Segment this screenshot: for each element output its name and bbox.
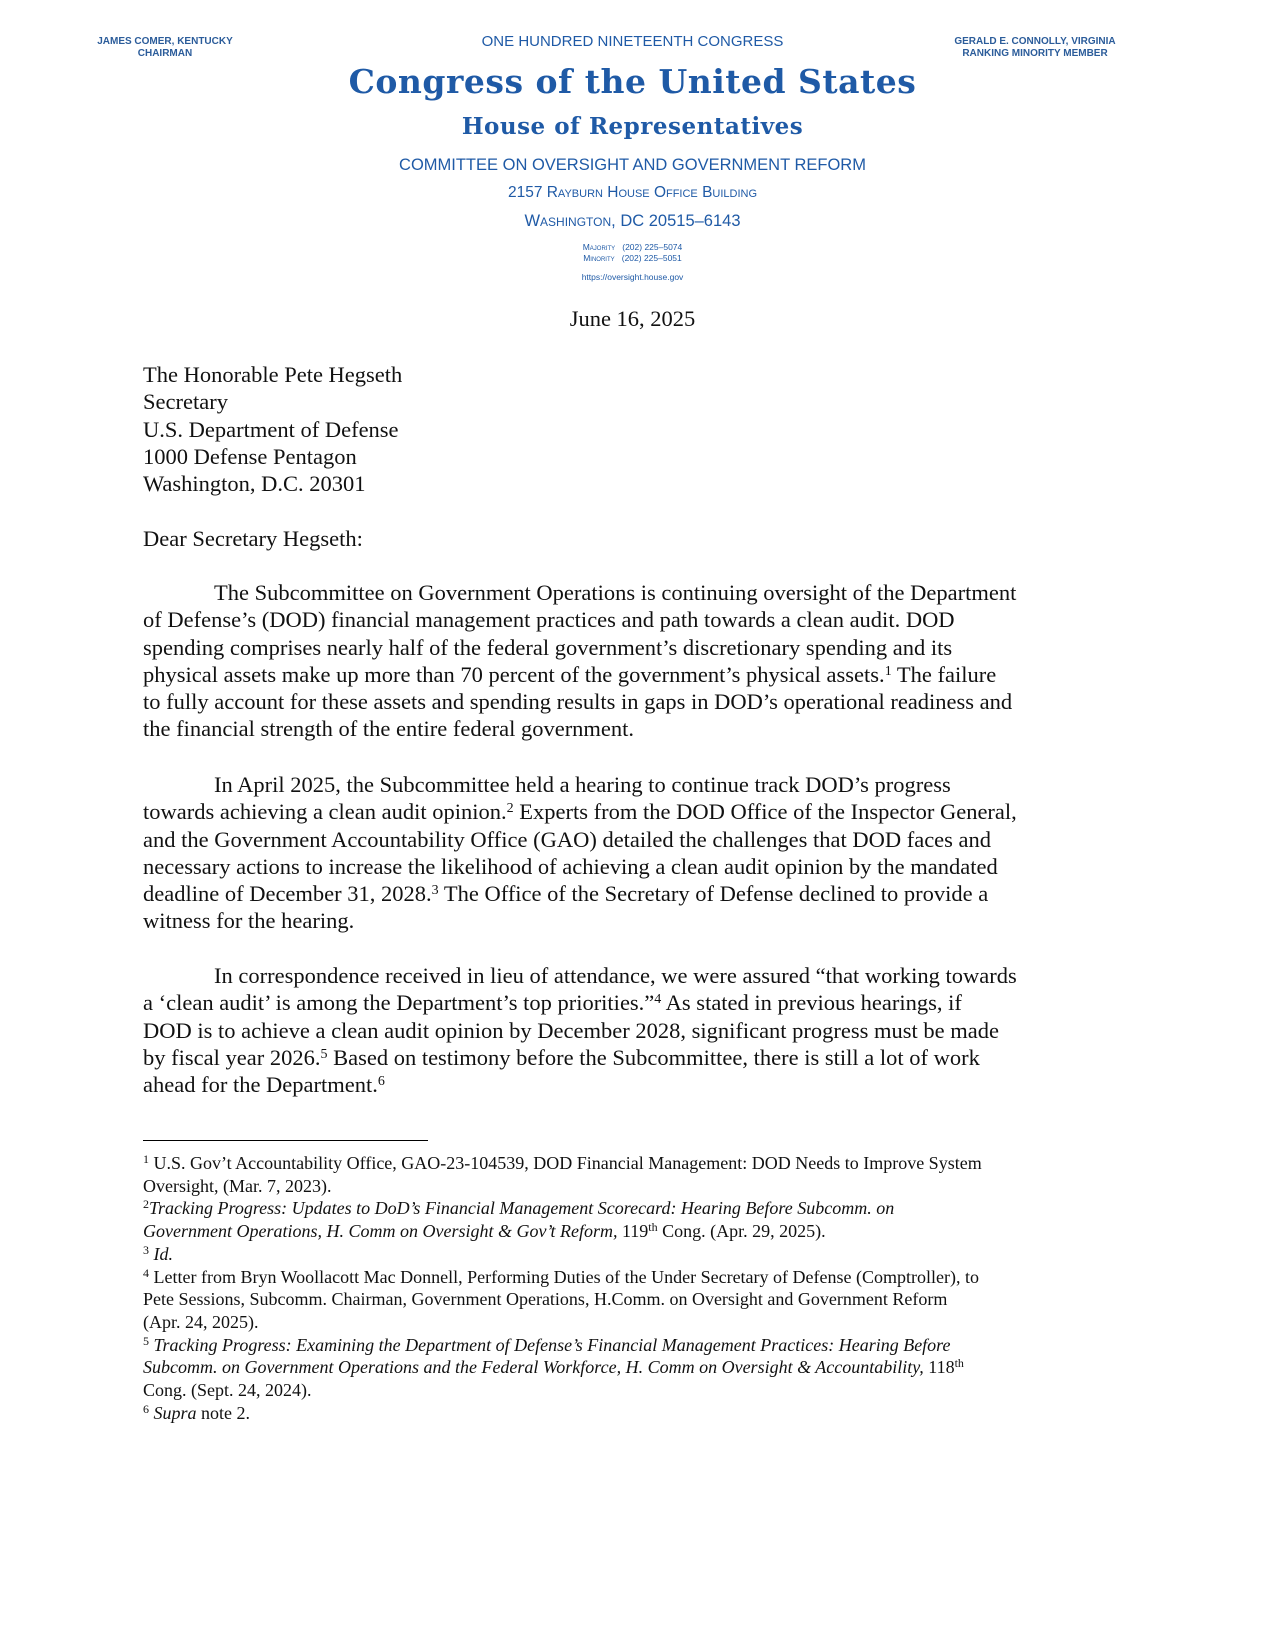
text-line	[143, 1152, 1083, 1175]
text-line	[143, 1402, 1083, 1425]
footnote-marker: 6	[143, 1401, 149, 1416]
recipient-line: 1000 Defense Pentagon	[143, 443, 357, 469]
text-line	[143, 579, 1083, 606]
text-run: U.S. Gov’t Accountability Office, GAO-23-104539, DOD Financial Management: DOD Needs to Improve System	[149, 1153, 982, 1173]
text-run: note 2.	[196, 1402, 251, 1423]
ranking-member-title: RANKING MINORITY MEMBER	[962, 48, 1108, 59]
footnote-marker: 1	[884, 663, 892, 679]
text-run: towards achieving a clean audit opinion.	[143, 799, 507, 825]
text-line	[143, 606, 1083, 633]
text-run: necessary actions to increase the likelihood of achieving a clean audit opinion by the mandated	[143, 853, 998, 879]
footnote-marker: 4	[143, 1265, 149, 1280]
text-line	[143, 661, 1083, 688]
congress-number: ONE HUNDRED NINETEENTH CONGRESS	[481, 33, 784, 50]
footnote-marker: 5	[143, 1333, 149, 1348]
text-run: Cong. (Sept. 24, 2024).	[143, 1380, 312, 1401]
footnotes	[143, 1152, 1083, 1424]
letterhead-house: House of Representatives	[461, 113, 804, 140]
recipient-line: U.S. Department of Defense	[143, 416, 399, 442]
text-line	[143, 1017, 1083, 1044]
text-run: (Apr. 24, 2025).	[143, 1311, 259, 1332]
letter-date: June 16, 2025	[569, 306, 696, 331]
text-run: Letter from Bryn Woollacott Mac Donnell, Performing Duties of the Under Secretary of Defense (Comptroller), to	[149, 1266, 979, 1287]
text-line	[143, 907, 1083, 934]
text-run: Subcomm. on Government Operations and the Federal Workforce, H. Comm on Oversight & Accountability,	[143, 1357, 924, 1378]
text-line	[143, 1356, 1083, 1379]
text-line	[143, 1243, 1083, 1266]
text-run: The Office of the Secretary of Defense declined to provide a	[438, 881, 989, 907]
salutation: Dear Secretary Hegseth:	[143, 526, 363, 551]
text-run: Id.	[153, 1243, 173, 1264]
text-run: Tracking Progress: Examining the Department of Defense’s Financial Management Practices: Hearing Before	[153, 1334, 951, 1355]
majority-label: Majority	[582, 242, 616, 252]
text-run: Oversight, (Mar. 7, 2023).	[143, 1175, 332, 1196]
minority-label: Minority	[583, 253, 615, 263]
text-run: Pete Sessions, Subcomm. Chairman, Government Operations, H.Comm. on Oversight and Government Reform	[143, 1289, 948, 1310]
text-line	[143, 688, 1083, 715]
text-run: 118	[923, 1357, 955, 1378]
footnote-marker: 3	[431, 883, 439, 899]
footnote-marker: 6	[377, 1074, 385, 1090]
minority-phone: (202) 225–5051	[621, 253, 682, 263]
text-run: DOD is to achieve a clean audit opinion by December 2028, significant progress must be made	[143, 1017, 1000, 1043]
text-line	[143, 1044, 1083, 1071]
text-run: Supra	[153, 1402, 197, 1423]
text-run: of Defense’s (DOD) financial management practices and path towards a clean audit. DOD	[143, 607, 955, 633]
text-run: As stated in previous hearings, if	[661, 990, 962, 1016]
text-line	[143, 1071, 1083, 1098]
paragraph-2	[143, 771, 1083, 935]
text-run: In April 2025, the Subcommittee held a hearing to continue track DOD’s progress	[214, 772, 951, 797]
text-run: Experts from the DOD Office of the Inspector General,	[513, 799, 1017, 825]
text-run: witness for the hearing.	[143, 908, 355, 934]
text-line	[143, 1311, 1083, 1334]
text-run: ahead for the Department.	[143, 1072, 378, 1098]
text-run: and the Government Accountability Office (GAO) detailed the challenges that DOD faces and	[143, 826, 992, 852]
footnote-marker: th	[648, 1220, 658, 1235]
text-run: Tracking Progress: Updates to DoD’s Financial Management Scorecard: Hearing Before Subcomm. on	[149, 1198, 895, 1219]
text-line	[143, 1220, 1083, 1243]
footnote-marker: 3	[143, 1242, 149, 1257]
chairman-name: JAMES COMER, KENTUCKY	[97, 36, 233, 47]
text-line	[143, 798, 1083, 825]
text-run: Based on testimony before the Subcommittee, there is still a lot of work	[327, 1044, 980, 1070]
footnote-marker: 2	[143, 1197, 149, 1212]
text-line	[143, 715, 1083, 742]
text-line	[143, 1197, 1083, 1220]
committee-name: COMMITTEE ON OVERSIGHT AND GOVERNMENT REFORM	[399, 156, 866, 174]
phone-numbers	[0, 242, 1265, 264]
footnote-marker: th	[954, 1356, 964, 1371]
text-line	[143, 826, 1083, 853]
text-line	[143, 1175, 1083, 1198]
ranking-member-name: GERALD E. CONNOLLY, VIRGINIA	[954, 36, 1116, 47]
text-run: The failure	[891, 661, 997, 687]
text-run: spending comprises nearly half of the federal government’s discretionary spending and its	[143, 634, 953, 660]
text-run: Government Operations, H. Comm on Oversight & Gov’t Reform,	[143, 1221, 618, 1242]
footnote-marker: 5	[320, 1046, 328, 1062]
text-run: physical assets make up more than 70 percent of the government’s physical assets.	[143, 661, 885, 687]
text-line	[143, 989, 1083, 1016]
text-line	[143, 1379, 1083, 1402]
footnote-divider	[143, 1140, 428, 1141]
footnote-marker: 1	[143, 1152, 149, 1166]
text-run: the financial strength of the entire federal government.	[143, 716, 635, 742]
text-line	[143, 962, 1083, 989]
chairman-title: CHAIRMAN	[137, 48, 193, 59]
text-run: deadline of December 31, 2028.	[143, 881, 432, 907]
text-line	[143, 853, 1083, 880]
text-run: Cong. (Apr. 29, 2025).	[657, 1221, 826, 1242]
text-run: by fiscal year 2026.	[143, 1044, 321, 1070]
committee-city: Washington, DC 20515–6143	[524, 212, 741, 230]
recipient-line: Washington, D.C. 20301	[143, 471, 366, 497]
text-line	[143, 1334, 1083, 1357]
website-link[interactable]: https://oversight.house.gov	[581, 272, 684, 282]
paragraph-3	[143, 962, 1083, 1098]
text-line	[143, 634, 1083, 661]
text-run: to fully account for these assets and spending results in gaps in DOD’s operational readiness and	[143, 689, 1013, 715]
text-run: The Subcommittee on Government Operations is continuing oversight of the Department	[214, 580, 1017, 605]
committee-address: 2157 Rayburn House Office Building	[507, 184, 758, 201]
text-line	[143, 880, 1083, 907]
footnote-marker: 2	[506, 801, 514, 817]
recipient-address	[143, 361, 1083, 497]
text-run: 119	[617, 1221, 649, 1242]
footnote-marker: 4	[654, 992, 662, 1008]
text-run: In correspondence received in lieu of attendance, we were assured “that working towards	[214, 963, 1017, 988]
text-run: a ‘clean audit’ is among the Department’s top priorities.”	[143, 990, 655, 1016]
text-line	[143, 1288, 1083, 1311]
text-line	[143, 1266, 1083, 1289]
recipient-line: Secretary	[143, 389, 228, 415]
paragraph-1	[143, 579, 1083, 743]
majority-phone: (202) 225–5074	[622, 242, 683, 252]
text-line	[143, 771, 1083, 798]
recipient-line: The Honorable Pete Hegseth	[143, 362, 403, 387]
letterhead-title: Congress of the United States	[348, 62, 917, 101]
